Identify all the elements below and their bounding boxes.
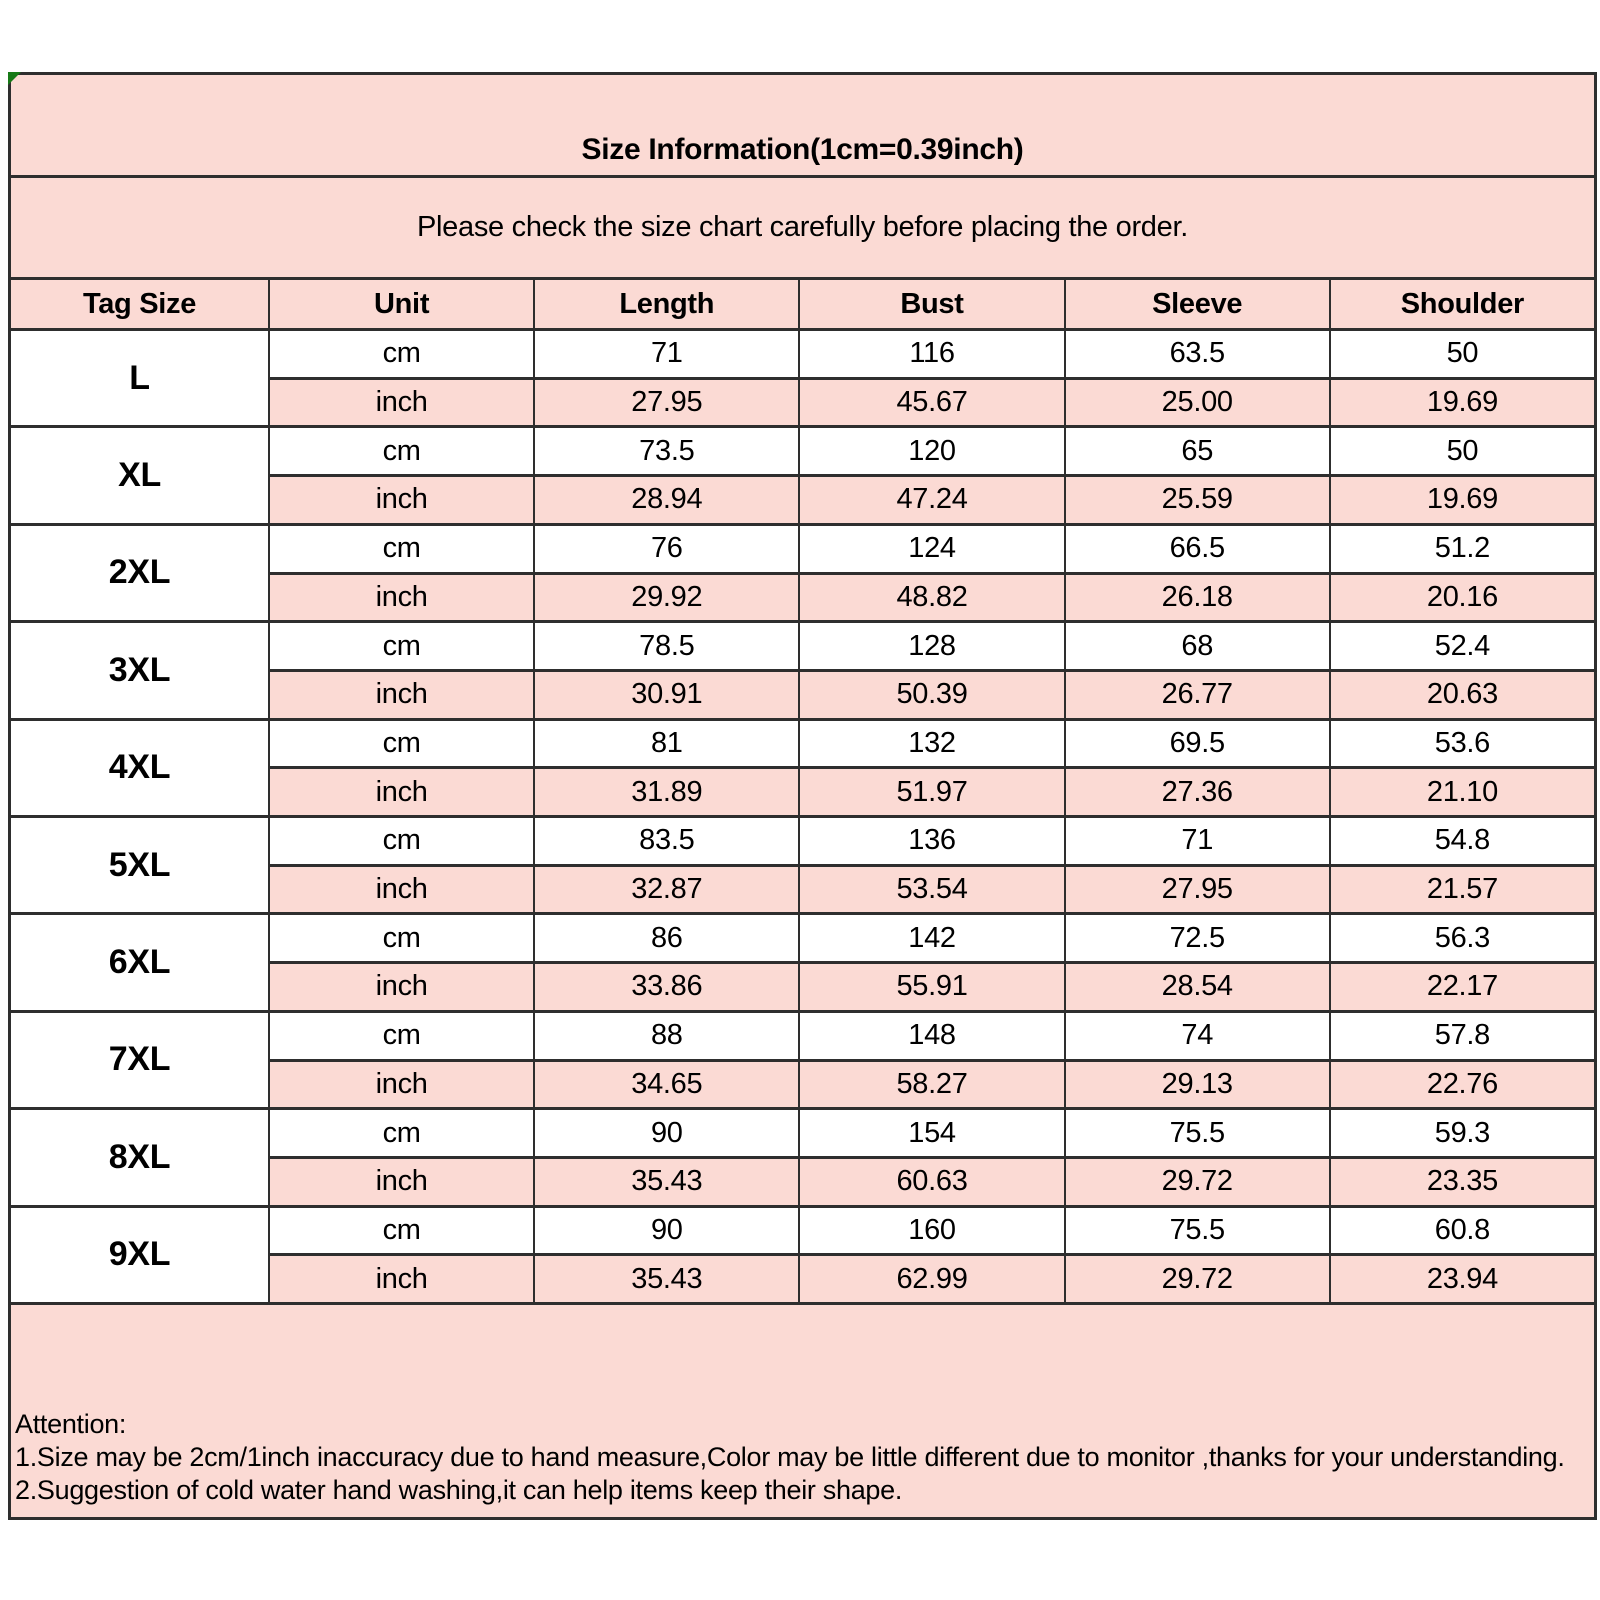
size-cell: 4XL — [11, 721, 268, 815]
unit-cell: cm — [270, 331, 533, 377]
column-header-bust: Bust — [800, 280, 1063, 328]
column-header-shoulder: Shoulder — [1331, 280, 1594, 328]
value-cell: 68 — [1066, 623, 1329, 669]
size-cell: 3XL — [11, 623, 268, 717]
value-cell: 25.59 — [1066, 477, 1329, 523]
attention-section — [11, 1302, 1594, 1517]
value-cell: 53.54 — [800, 867, 1063, 913]
value-cell: 29.92 — [535, 575, 798, 621]
value-cell: 47.24 — [800, 477, 1063, 523]
size-cell: 5XL — [11, 818, 268, 912]
value-cell: 124 — [800, 526, 1063, 572]
value-cell: 51.2 — [1331, 526, 1594, 572]
value-cell: 29.13 — [1066, 1062, 1329, 1108]
value-cell: 23.35 — [1331, 1159, 1594, 1205]
subtitle-band — [11, 175, 1594, 277]
value-cell: 19.69 — [1331, 380, 1594, 426]
value-cell: 90 — [535, 1208, 798, 1254]
value-cell: 33.86 — [535, 964, 798, 1010]
value-cell: 63.5 — [1066, 331, 1329, 377]
value-cell: 62.99 — [800, 1256, 1063, 1302]
unit-cell: inch — [270, 380, 533, 426]
value-cell: 75.5 — [1066, 1110, 1329, 1156]
column-header-length: Length — [535, 280, 798, 328]
value-cell: 56.3 — [1331, 915, 1594, 961]
value-cell: 22.76 — [1331, 1062, 1594, 1108]
size-chart-table — [8, 72, 1597, 1520]
unit-cell: inch — [270, 1256, 533, 1302]
unit-cell: cm — [270, 1013, 533, 1059]
unit-cell: inch — [270, 477, 533, 523]
value-cell: 60.8 — [1331, 1208, 1594, 1254]
size-cell: 6XL — [11, 915, 268, 1009]
attention-heading: Attention: — [15, 1409, 127, 1439]
column-header-tag-size: Tag Size — [11, 280, 268, 328]
value-cell: 25.00 — [1066, 380, 1329, 426]
value-cell: 148 — [800, 1013, 1063, 1059]
value-cell: 29.72 — [1066, 1256, 1329, 1302]
value-cell: 20.16 — [1331, 575, 1594, 621]
page-title: Size Information(1cm=0.39inch) — [581, 133, 1024, 166]
value-cell: 29.72 — [1066, 1159, 1329, 1205]
value-cell: 86 — [535, 915, 798, 961]
value-cell: 128 — [800, 623, 1063, 669]
size-cell: 7XL — [11, 1013, 268, 1107]
value-cell: 136 — [800, 818, 1063, 864]
value-cell: 74 — [1066, 1013, 1329, 1059]
value-cell: 45.67 — [800, 380, 1063, 426]
value-cell: 27.36 — [1066, 769, 1329, 815]
value-cell: 26.18 — [1066, 575, 1329, 621]
value-cell: 160 — [800, 1208, 1063, 1254]
attention-line-1: 1.Size may be 2cm/1inch inaccuracy due to hand measure,Color may be little different due to monitor ,thanks for your understanding. — [15, 1442, 1565, 1472]
value-cell: 23.94 — [1331, 1256, 1594, 1302]
value-cell: 50 — [1331, 428, 1594, 474]
unit-cell: cm — [270, 721, 533, 767]
unit-cell: inch — [270, 575, 533, 621]
size-cell: XL — [11, 428, 268, 522]
value-cell: 71 — [1066, 818, 1329, 864]
value-cell: 58.27 — [800, 1062, 1063, 1108]
value-cell: 54.8 — [1331, 818, 1594, 864]
value-cell: 81 — [535, 721, 798, 767]
attention-line-2: 2.Suggestion of cold water hand washing,it can help items keep their shape. — [15, 1475, 903, 1505]
value-cell: 59.3 — [1331, 1110, 1594, 1156]
value-cell: 154 — [800, 1110, 1063, 1156]
value-cell: 22.17 — [1331, 964, 1594, 1010]
value-cell: 31.89 — [535, 769, 798, 815]
value-cell: 19.69 — [1331, 477, 1594, 523]
value-cell: 35.43 — [535, 1256, 798, 1302]
unit-cell: inch — [270, 672, 533, 718]
value-cell: 65 — [1066, 428, 1329, 474]
value-cell: 116 — [800, 331, 1063, 377]
value-cell: 51.97 — [800, 769, 1063, 815]
unit-cell: inch — [270, 769, 533, 815]
unit-cell: cm — [270, 623, 533, 669]
value-cell: 27.95 — [1066, 867, 1329, 913]
size-table-grid — [11, 277, 1594, 1302]
value-cell: 132 — [800, 721, 1063, 767]
subtitle-text: Please check the size chart carefully before placing the order. — [417, 211, 1188, 243]
value-cell: 55.91 — [800, 964, 1063, 1010]
value-cell: 71 — [535, 331, 798, 377]
unit-cell: inch — [270, 867, 533, 913]
value-cell: 26.77 — [1066, 672, 1329, 718]
value-cell: 21.10 — [1331, 769, 1594, 815]
value-cell: 90 — [535, 1110, 798, 1156]
size-cell: L — [11, 331, 268, 425]
value-cell: 78.5 — [535, 623, 798, 669]
value-cell: 72.5 — [1066, 915, 1329, 961]
value-cell: 88 — [535, 1013, 798, 1059]
value-cell: 53.6 — [1331, 721, 1594, 767]
value-cell: 48.82 — [800, 575, 1063, 621]
value-cell: 60.63 — [800, 1159, 1063, 1205]
value-cell: 66.5 — [1066, 526, 1329, 572]
size-cell: 9XL — [11, 1208, 268, 1302]
title-band — [11, 75, 1594, 175]
value-cell: 35.43 — [535, 1159, 798, 1205]
value-cell: 30.91 — [535, 672, 798, 718]
value-cell: 32.87 — [535, 867, 798, 913]
value-cell: 52.4 — [1331, 623, 1594, 669]
value-cell: 28.54 — [1066, 964, 1329, 1010]
column-header-sleeve: Sleeve — [1066, 280, 1329, 328]
value-cell: 50.39 — [800, 672, 1063, 718]
unit-cell: inch — [270, 964, 533, 1010]
value-cell: 142 — [800, 915, 1063, 961]
value-cell: 28.94 — [535, 477, 798, 523]
value-cell: 21.57 — [1331, 867, 1594, 913]
unit-cell: inch — [270, 1062, 533, 1108]
value-cell: 57.8 — [1331, 1013, 1594, 1059]
unit-cell: cm — [270, 428, 533, 474]
unit-cell: cm — [270, 915, 533, 961]
value-cell: 69.5 — [1066, 721, 1329, 767]
unit-cell: cm — [270, 1110, 533, 1156]
unit-cell: cm — [270, 526, 533, 572]
value-cell: 76 — [535, 526, 798, 572]
value-cell: 50 — [1331, 331, 1594, 377]
value-cell: 27.95 — [535, 380, 798, 426]
unit-cell: cm — [270, 818, 533, 864]
unit-cell: inch — [270, 1159, 533, 1205]
corner-marker-icon — [8, 72, 21, 85]
value-cell: 83.5 — [535, 818, 798, 864]
value-cell: 120 — [800, 428, 1063, 474]
size-cell: 8XL — [11, 1110, 268, 1204]
column-header-unit: Unit — [270, 280, 533, 328]
value-cell: 75.5 — [1066, 1208, 1329, 1254]
unit-cell: cm — [270, 1208, 533, 1254]
value-cell: 34.65 — [535, 1062, 798, 1108]
size-cell: 2XL — [11, 526, 268, 620]
value-cell: 20.63 — [1331, 672, 1594, 718]
value-cell: 73.5 — [535, 428, 798, 474]
